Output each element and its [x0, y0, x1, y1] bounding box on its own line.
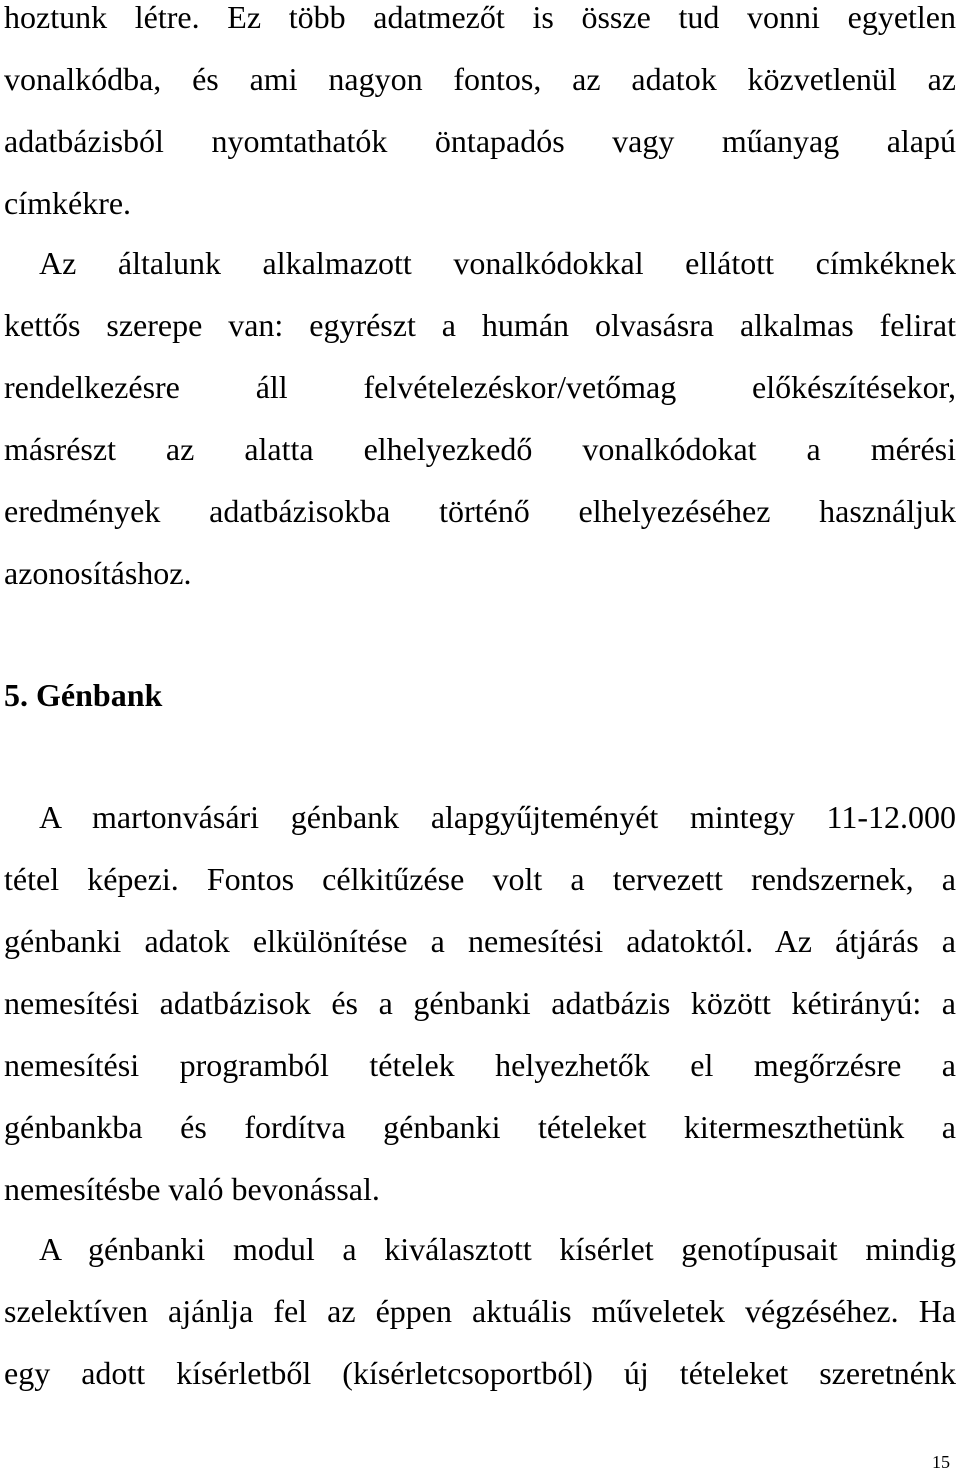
paragraph-intro-continuation [4, 0, 956, 234]
paragraph-line: azonosításhoz. [4, 555, 192, 591]
paragraph-line: génbanki adatok elkülönítése a nemesítési adatoktól. Az átjárás a [4, 923, 956, 959]
paragraph-line: adatbázisból nyomtathatók öntapadós vagy műanyag alapú [4, 123, 956, 159]
paragraph-line: szelektíven ajánlja fel az éppen aktuális műveletek végzéséhez. Ha [4, 1293, 956, 1329]
paragraph-line: címkékre. [4, 185, 132, 221]
paragraph-line: Az általunk alkalmazott vonalkódokkal ellátott címkéknek [39, 245, 956, 281]
paragraph-line: génbankba és fordítva génbanki tételeket kitermeszthetünk a [4, 1109, 956, 1145]
paragraph-barcode-labels [4, 232, 956, 604]
paragraph-line: A génbanki modul a kiválasztott kísérlet genotípusait mindig [39, 1231, 956, 1267]
paragraph-line: rendelkezésre áll felvételezéskor/vetőmag előkészítésekor, [4, 369, 956, 405]
paragraph-line: kettős szerepe van: egyrészt a humán olvasásra alkalmas felirat [4, 307, 956, 343]
paragraph-line: tétel képezi. Fontos célkitűzése volt a tervezett rendszernek, a [4, 861, 956, 897]
paragraph-line: eredmények adatbázisokba történő elhelyezéséhez használjuk [4, 493, 956, 529]
paragraph-line: nemesítési programból tételek helyezhetők el megőrzésre a [4, 1047, 956, 1083]
paragraph-line: nemesítésbe való bevonással. [4, 1171, 380, 1207]
section-heading: 5. Génbank [4, 677, 163, 713]
paragraph-line: nemesítési adatbázisok és a génbanki adatbázis között kétirányú: a [4, 985, 956, 1021]
page-number: 15 [932, 1452, 950, 1472]
paragraph-line: A martonvásári génbank alapgyűjteményét mintegy 11-12.000 [39, 799, 956, 835]
paragraph-genbank-module [4, 1218, 956, 1404]
paragraph-line: egy adott kísérletből (kísérletcsoportból) új tételeket szeretnénk [4, 1355, 956, 1391]
paragraph-genbank-intro [4, 786, 956, 1220]
paragraph-line: vonalkódba, és ami nagyon fontos, az adatok közvetlenül az [4, 61, 956, 97]
paragraph-line: hoztunk létre. Ez több adatmezőt is össze tud vonni egyetlen [4, 0, 956, 35]
paragraph-line: másrészt az alatta elhelyezkedő vonalkódokat a mérési [4, 431, 956, 467]
